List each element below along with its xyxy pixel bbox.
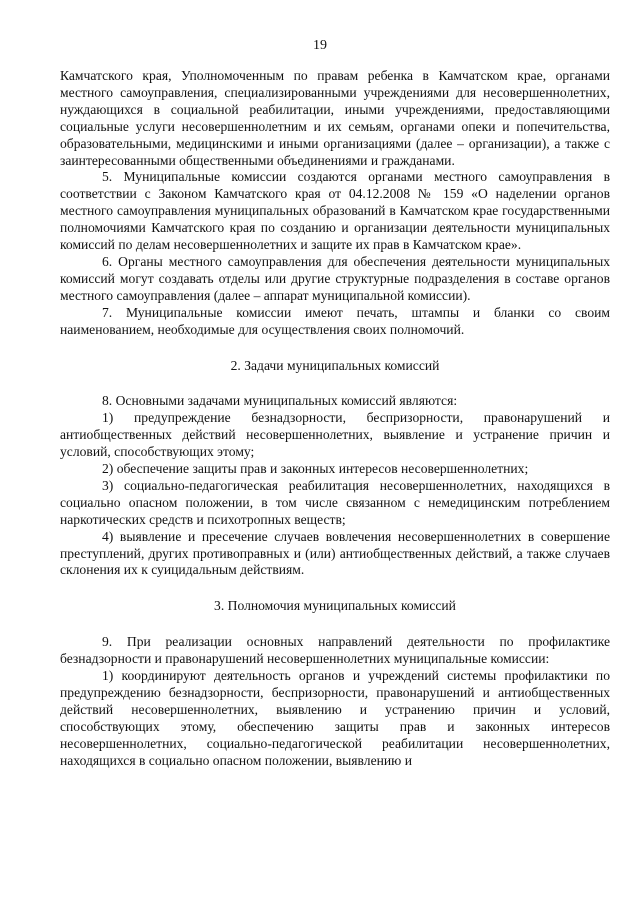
paragraph-8-item-1: 1) предупреждение безнадзорности, беспризорности, правонарушений и антиобщественных действий несовершеннолетних, выявление и устранение причин и условий, способствующих этому; (60, 410, 610, 460)
paragraph-9-item-1: 1) координируют деятельность органов и учреждений системы профилактики по предупреждению безнадзорности, беспризорности, правонарушений и антиобщественных действий несовершеннолетних, выявлению и устранению причин и условий, способствующих этому, обеспечению защиты прав и законных интересов несовершеннолетних, социально-педагогической реабилитации несовершеннолетних, находящихся в социально опасном положении, выявлению и (60, 668, 610, 768)
paragraph-8-item-4: 4) выявление и пресечение случаев вовлечения несовершеннолетних в совершение преступлений, других противоправных и (или) антиобщественных действий, а также случаев склонения их к суицидальным действиям. (60, 528, 610, 578)
paragraph-7: 7. Муниципальные комиссии имеют печать, штампы и бланки со своим наименованием, необходимые для осуществления своих полномочий. (60, 304, 610, 337)
section-heading-powers: 3. Полномочия муниципальных комиссий (214, 598, 456, 614)
page-number: 19 (313, 38, 327, 53)
document-body (60, 68, 610, 770)
paragraph-5: 5. Муниципальные комиссии создаются органами местного самоуправления в соответствии с Законом Камчатского края от 04.12.2008 № 159 «О наделении органов местного самоуправления муниципальных образований в Камчатском крае государственными полномочиями Камчатского края по созданию и организации деятельности муниципальных комиссий по делам несовершеннолетних и защите их прав в Камчатском крае». (60, 169, 610, 253)
paragraph-continuation: Камчатского края, Уполномоченным по правам ребенка в Камчатском крае, органами местного самоуправления, специализированными учреждениями для несовершеннолетних, нуждающихся в социальной реабилитации, иными учреждениями, предоставляющими социальные услуги несовершеннолетним и их семьям, органами опеки и попечительства, образовательными, медицинскими и иными организациями (далее – организации), а также с заинтересованными общественными объединениями и гражданами. (60, 68, 610, 168)
section-heading-tasks: 2. Задачи муниципальных комиссий (230, 357, 440, 373)
paragraph-8: 8. Основными задачами муниципальных комиссий являются: (102, 393, 458, 409)
paragraph-8-item-3: 3) социально-педагогическая реабилитация несовершеннолетних, находящихся в социально опасном положении, в том числе связанном с немедицинским потреблением наркотических средств и психотропных веществ; (60, 477, 610, 527)
paragraph-6: 6. Органы местного самоуправления для обеспечения деятельности муниципальных комиссий могут создавать отделы или другие структурные подразделения в составе органов местного самоуправления (далее – аппарат муниципальной комиссии). (60, 253, 610, 303)
paragraph-8-item-2: 2) обеспечение защиты прав и законных интересов несовершеннолетних; (102, 461, 529, 477)
paragraph-9: 9. При реализации основных направлений деятельности по профилактике безнадзорности и правонарушений несовершеннолетних муниципальные комиссии: (60, 634, 610, 667)
